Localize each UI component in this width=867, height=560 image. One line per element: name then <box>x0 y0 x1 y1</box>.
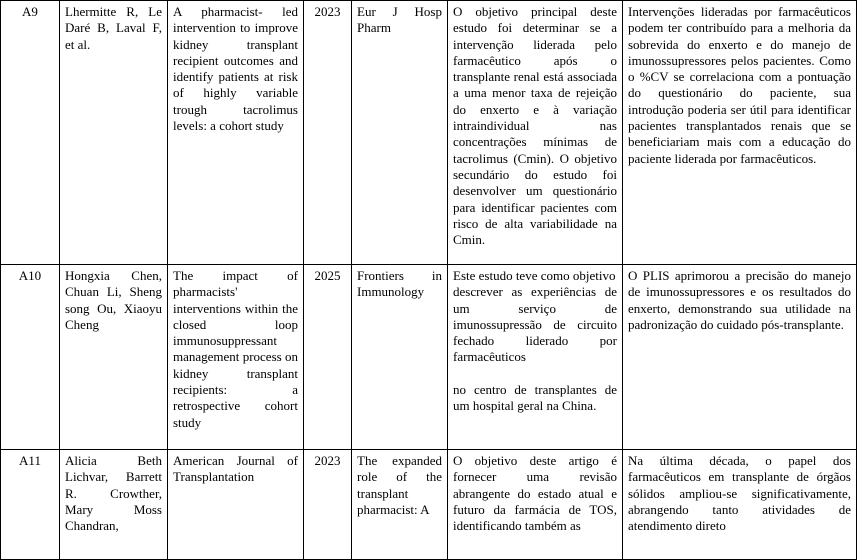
study-journal: The expanded role of the transplant pharmacist: A <box>352 450 448 560</box>
study-title: A pharmacist- led intervention to improve kidney transplant recipient outcomes and identify patients at risk of highly variable trough tacrolimus levels: a cohort study <box>168 1 304 265</box>
study-authors: Hongxia Chen, Chuan Li, Sheng song Ou, Xiaoyu Cheng <box>60 265 168 450</box>
table-row <box>1 265 857 450</box>
study-journal: Eur J Hosp Pharm <box>352 1 448 265</box>
study-year: 2023 <box>304 450 352 560</box>
objective-line: descrever as experiências de um serviço de imunossupressão de circuito fechado liderado por farmacêuticos <box>453 284 617 365</box>
study-year: 2025 <box>304 265 352 450</box>
study-authors: Alicia Beth Lichvar, Barrett R. Crowther, Mary Moss Chandran, <box>60 450 168 560</box>
study-objective: O objetivo principal deste estudo foi determinar se a intervenção liderada pelo farmacêutico após o transplante renal está associada a uma menor taxa de rejeição do enxerto e à variação intraindividual nas concentrações mínimas de tacrolimus (Cmin). O objetivo secundário do estudo foi desenvolver um questionário para identificar pacientes com risco de alta variabilidade na Cmin. <box>448 1 623 265</box>
table-row <box>1 1 857 265</box>
objective-line: no centro de transplantes de um hospital geral na China. <box>453 381 617 414</box>
objective-line: Este estudo teve como objetivo <box>453 268 616 283</box>
study-title: The impact of pharmacists' interventions within the closed loop immunosuppressant management process on kidney transplant recipients: a retrospective cohort study <box>168 265 304 450</box>
study-id: A10 <box>1 265 60 450</box>
study-id: A11 <box>1 450 60 560</box>
study-objective <box>448 265 623 450</box>
study-conclusion: O PLIS aprimorou a precisão do manejo de imunossupressores e os resultados do enxerto, demonstrando sua utilidade na padronização do cuidado pós-transplante. <box>623 265 857 450</box>
study-conclusion: Intervenções lideradas por farmacêuticos podem ter contribuído para a melhoria da sobrevida do enxerto e do manejo de imunossupressores pelos pacientes. Como o %CV se correlaciona com a pontuação do questionário do paciente, sua introdução poderia ser útil para identificar pacientes transplantados renais que se beneficiariam mais com a educação do paciente liderada por farmacêuticos. <box>623 1 857 265</box>
study-id: A9 <box>1 1 60 265</box>
study-year: 2023 <box>304 1 352 265</box>
study-conclusion: Na última década, o papel dos farmacêuticos em transplante de órgãos sólidos ampliou-se significativamente, abrangendo tanto atividades de atendimento direto <box>623 450 857 560</box>
study-title: American Journal of Transplantation <box>168 450 304 560</box>
study-authors: Lhermitte R, Le Daré B, Laval F, et al. <box>60 1 168 265</box>
study-objective: O objetivo deste artigo é fornecer uma revisão abrangente do estado atual e futuro da farmácia de TOS, identificando também as <box>448 450 623 560</box>
table-row <box>1 450 857 560</box>
study-journal: Frontiers in Immunology <box>352 265 448 450</box>
